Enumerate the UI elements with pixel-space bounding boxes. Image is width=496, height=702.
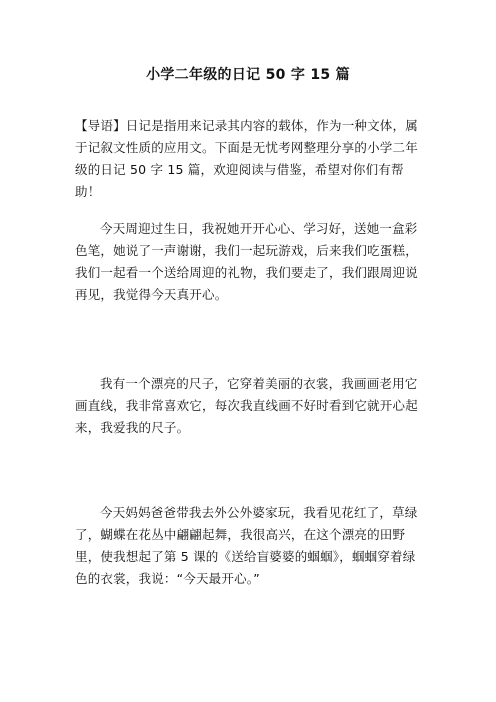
diary-entry-birthday: 今天周迎过生日，我祝她开开心心、学习好，送她一盒彩色笔，她说了一声谢谢，我们一起玩游戏，后来我们吃蛋糕，我们一起看一个送给周迎的礼物，我们要走了，我们跟周迎说再见，我觉得今天真开心。 (75, 221, 418, 302)
diary-entry-countryside: 今天妈妈爸爸带我去外公外婆家玩，我看见花红了，草绿了，蝴蝶在花丛中翩翩起舞，我很高兴，在这个漂亮的田野里，使我想起了第 5 课的《送给盲婆婆的蝈蝈》，蝈蝈穿着绿色的衣裳，我说：“今天最开心。” (75, 505, 418, 586)
diary-entry-ruler: 我有一个漂亮的尺子，它穿着美丽的衣裳，我画画老用它画直线，我非常喜欢它，每次我直线画不好时看到它就开心起来，我爱我的尺子。 (75, 376, 418, 435)
intro-paragraph: 【导语】日记是指用来记录其内容的载体，作为一种文体，属于记叙文性质的应用文。下面是无忧考网整理分享的小学二年级的日记 50 字 15 篇，欢迎阅读与借鉴，希望对你们有帮助！ (75, 118, 418, 199)
document-title: 小学二年级的日记 50 字 15 篇 (146, 67, 350, 83)
